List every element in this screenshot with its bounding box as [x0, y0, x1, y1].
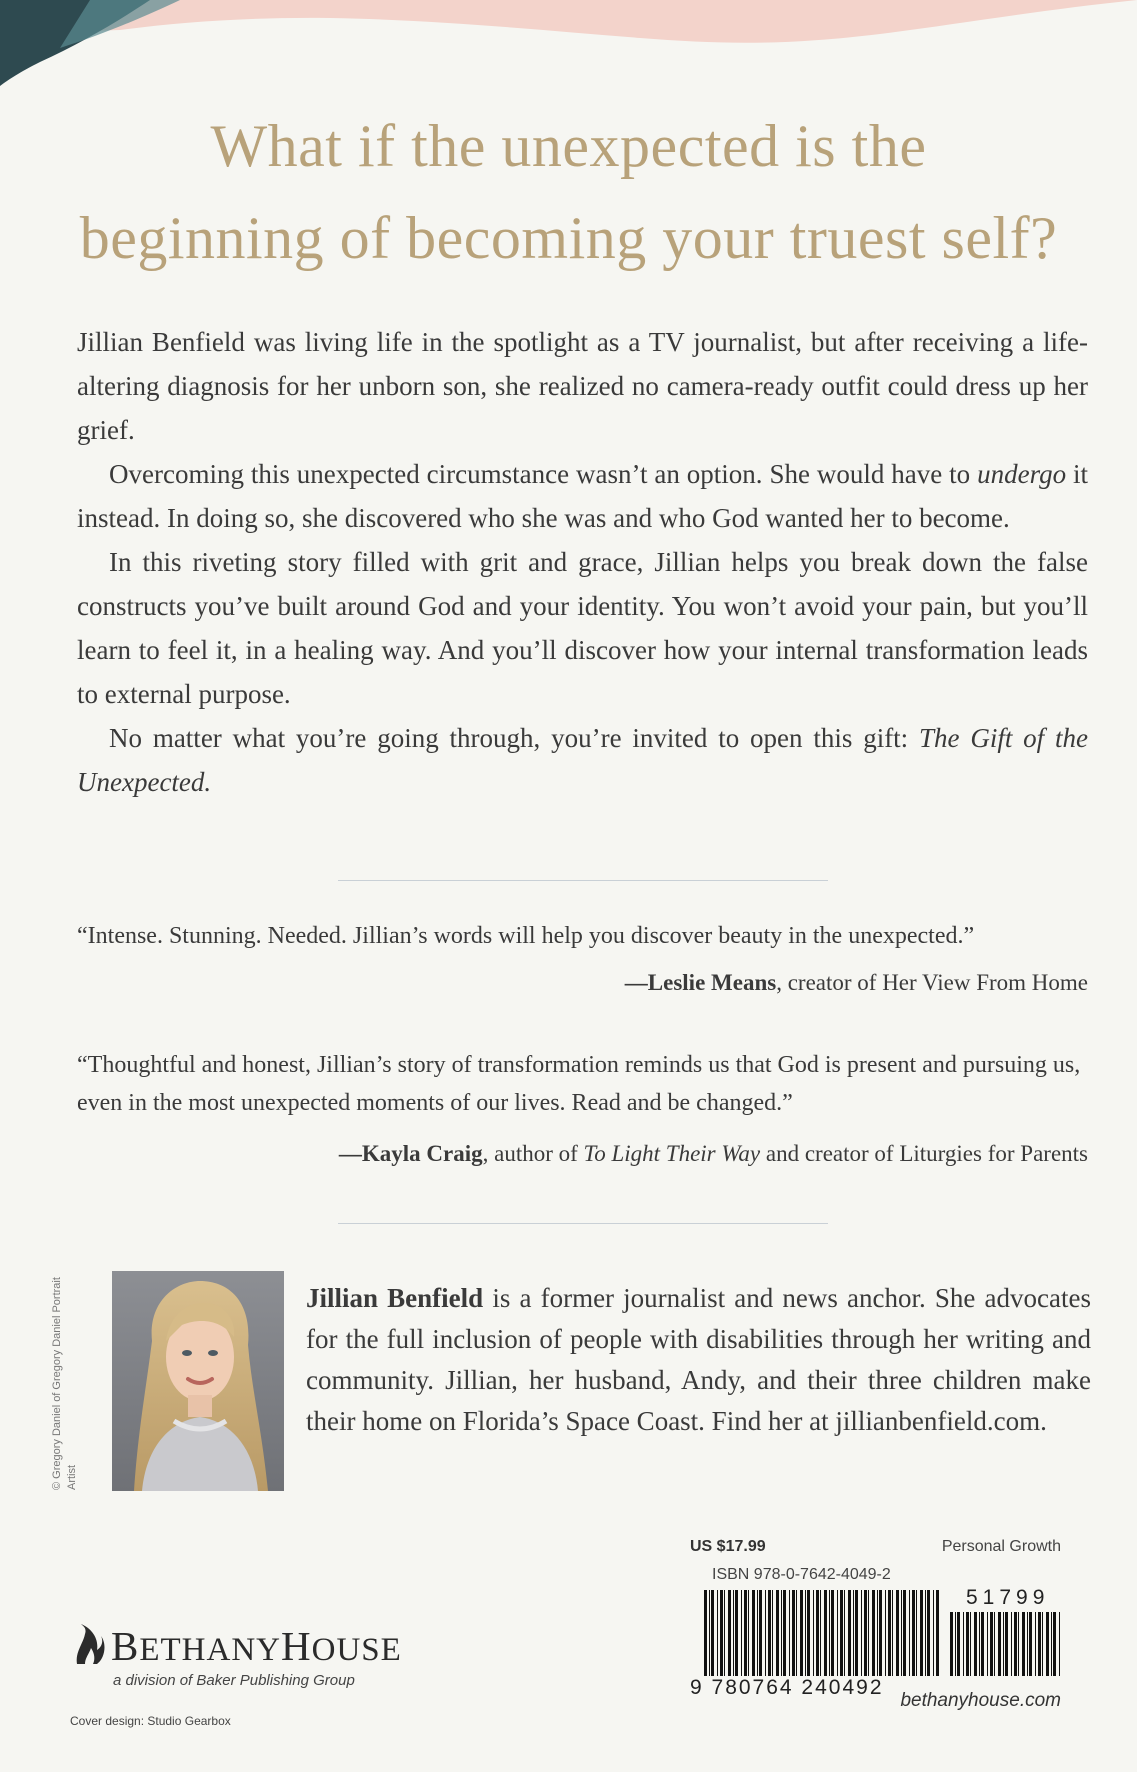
barcode-bar	[820, 1590, 821, 1676]
barcode-digits: 9 780764 240492	[690, 1676, 884, 1699]
barcode-bar	[966, 1612, 969, 1676]
barcode-bar	[950, 1612, 953, 1676]
barcode-bar	[772, 1590, 773, 1676]
photo-credit: © Gregory Daniel of Gregory Daniel Portrait Artist	[51, 1277, 78, 1490]
barcode-bar	[735, 1590, 738, 1676]
barcode-bar	[987, 1612, 988, 1676]
barcode-bar	[912, 1590, 915, 1676]
endorser-name: —Kayla Craig	[338, 1141, 483, 1166]
barcode-bar	[1014, 1612, 1017, 1676]
headline-line-2: beginning of becoming your truest self?	[79, 205, 1058, 271]
author-bio-text: is a former journalist and news anchor. She advocates for the full inclusion of people with disabilities through her writing and community. Jillian, her husband, Andy, and their three children make their home on Florida’s Space Coast. Find her at jillianbenfield.com.	[306, 1283, 1092, 1436]
barcode-bar	[783, 1590, 786, 1676]
barcode-bar	[1038, 1612, 1041, 1676]
barcode-bar	[844, 1590, 845, 1676]
description-paragraph-2	[77, 452, 1088, 540]
barcode-bar	[717, 1590, 718, 1676]
barcode-bar	[864, 1590, 867, 1676]
barcode-bar	[868, 1590, 869, 1676]
barcode-bar	[1003, 1612, 1004, 1676]
book-title-italic: The Gift of the Unexpected.	[77, 723, 1088, 797]
barcode-bar	[848, 1590, 851, 1676]
endorser-name: —Leslie Means	[624, 970, 777, 995]
description-text: Overcoming this unexpected circumstance wasn’t an option. She would have to	[109, 459, 971, 489]
barcode-bar	[704, 1590, 707, 1676]
endorser-role: , author of	[482, 1141, 578, 1166]
description-paragraph-4	[77, 716, 1088, 804]
isbn: ISBN 978-0-7642-4049-2	[712, 1566, 891, 1583]
barcode-bar	[1051, 1612, 1052, 1676]
barcode-bar	[781, 1590, 782, 1676]
barcode-bar	[903, 1590, 906, 1676]
barcode-bar	[963, 1612, 964, 1676]
barcode-bar	[744, 1590, 747, 1676]
cover-design-credit: Cover design: Studio Gearbox	[70, 1714, 231, 1728]
barcode-bar	[994, 1612, 995, 1676]
endorser-role: and creator of Liturgies for Parents	[765, 1141, 1088, 1166]
description-text: No matter what you’re going through, you’re invited to open this gift:	[109, 723, 909, 753]
barcode-bar	[728, 1590, 731, 1676]
author-photo	[112, 1271, 284, 1491]
barcode-bar	[789, 1590, 790, 1676]
barcode-bar	[805, 1590, 806, 1676]
divider	[338, 880, 828, 881]
barcode-bar	[981, 1612, 984, 1676]
barcode-bar	[840, 1590, 843, 1676]
barcode-bar	[1059, 1612, 1060, 1676]
isbn-barcode	[704, 1590, 942, 1676]
barcode-bar	[1005, 1612, 1008, 1676]
author-bio	[306, 1278, 1091, 1442]
description-paragraph-1: Jillian Benfield was living life in the spotlight as a TV journalist, but after receiving a life-altering diagnosis for her unborn son, she realized no camera-ready outfit could dress up her grief.	[77, 327, 1088, 445]
publisher-website: bethanyhouse.com	[900, 1690, 1061, 1711]
publisher-name-initial: B	[111, 1623, 140, 1669]
description-text: it instead. In doing so, she discovered who she was and who God wanted her to become.	[77, 459, 1089, 533]
endorsement-attribution-1	[625, 970, 1088, 996]
category: Personal Growth	[941, 1538, 1061, 1555]
publisher-division: a division of Baker Publishing Group	[113, 1672, 355, 1689]
barcode-bar	[831, 1590, 834, 1676]
barcode-bar	[877, 1590, 878, 1676]
description-paragraph-3: In this riveting story filled with grit and grace, Jillian helps you break down the false constructs you’ve built around God and your identity. You won’t avoid your pain, but you’ll learn to feel it, in a healing way. And you’ll discover how your internal transformation leads to external purpose.	[77, 547, 1088, 709]
barcode-bar	[816, 1590, 819, 1676]
barcode-bar	[1027, 1612, 1028, 1676]
barcode-bar	[709, 1590, 710, 1676]
barcode-bar	[901, 1590, 902, 1676]
barcode-bar	[1029, 1612, 1032, 1676]
barcode-bar	[792, 1590, 795, 1676]
barcode-bar	[957, 1612, 960, 1676]
barcode-bar	[872, 1590, 875, 1676]
barcode-bar	[776, 1590, 779, 1676]
barcode-bar	[813, 1590, 814, 1676]
barcode-bar	[927, 1590, 930, 1676]
barcode-bar	[916, 1590, 917, 1676]
barcode-bar	[896, 1590, 899, 1676]
barcode-bar	[990, 1612, 993, 1676]
barcode-bar	[765, 1590, 766, 1676]
barcode-bar	[909, 1590, 910, 1676]
barcode-bar	[879, 1590, 882, 1676]
author-name: Jillian Benfield	[306, 1283, 484, 1313]
barcode-bar	[757, 1590, 758, 1676]
price-addon-digits: 51799	[966, 1586, 1050, 1609]
barcode-bar	[853, 1590, 854, 1676]
headline-line-1: What if the unexpected is the	[210, 113, 927, 179]
barcode-bar	[1042, 1612, 1043, 1676]
barcode-bar	[998, 1612, 1001, 1676]
flame-icon	[73, 1624, 105, 1670]
barcode-bar	[1046, 1612, 1049, 1676]
headline	[60, 100, 1077, 284]
barcode-bar	[752, 1590, 755, 1676]
barcode-bar	[724, 1590, 725, 1676]
publisher-logo	[73, 1620, 453, 1690]
barcode-bar	[888, 1590, 891, 1676]
barcode-bar	[748, 1590, 749, 1676]
barcode-bar	[1022, 1612, 1025, 1676]
barcode-bar	[955, 1612, 956, 1676]
barcode-bar	[829, 1590, 830, 1676]
barcode-bar	[925, 1590, 926, 1676]
barcode-bar	[824, 1590, 827, 1676]
barcode-bar	[974, 1612, 977, 1676]
publisher-name	[111, 1622, 402, 1670]
barcode-bar	[1053, 1612, 1056, 1676]
barcode-bar	[933, 1590, 934, 1676]
barcode-bar	[892, 1590, 893, 1676]
barcode-bar	[855, 1590, 858, 1676]
barcode-bar	[1035, 1612, 1036, 1676]
barcode-bar	[1018, 1612, 1019, 1676]
barcode-bar	[733, 1590, 734, 1676]
barcode-bar	[720, 1590, 723, 1676]
emphasis-text: undergo	[977, 459, 1067, 489]
price-addon-barcode	[950, 1612, 1062, 1676]
barcode-bar	[807, 1590, 810, 1676]
price: US $17.99	[690, 1538, 766, 1555]
barcode-bar	[768, 1590, 771, 1676]
barcode-bar	[885, 1590, 886, 1676]
publisher-name-initial: H	[281, 1623, 312, 1669]
barcode-bar	[837, 1590, 838, 1676]
endorsement-attribution-2	[339, 1141, 1088, 1167]
barcode-bar	[800, 1590, 803, 1676]
divider	[338, 1223, 828, 1224]
decorative-wave-art	[0, 0, 1137, 100]
barcode-bar	[979, 1612, 980, 1676]
barcode-bar	[920, 1590, 923, 1676]
barcode-bar	[796, 1590, 797, 1676]
barcode-bar	[970, 1612, 971, 1676]
barcode-bar	[936, 1590, 939, 1676]
barcode-bar	[711, 1590, 714, 1676]
endorser-book-title: To Light Their Way	[583, 1141, 761, 1166]
barcode-bar	[1011, 1612, 1012, 1676]
publisher-name-part: OUSE	[311, 1632, 402, 1668]
barcode-bar	[741, 1590, 742, 1676]
barcode-bar	[861, 1590, 862, 1676]
endorsement-quote-2: “Thoughtful and honest, Jillian’s story of transformation reminds us that God is present and pursuing us, even in the most unexpected moments of our lives. Read and be changed.”	[77, 1052, 1081, 1116]
barcode-bar	[759, 1590, 762, 1676]
endorsement-quote-1: “Intense. Stunning. Needed. Jillian’s words will help you discover beauty in the unexpected.”	[77, 923, 975, 949]
publisher-name-part: ETHANY	[139, 1632, 282, 1668]
book-description	[77, 320, 1088, 804]
endorser-role: , creator of Her View From Home	[776, 970, 1088, 995]
